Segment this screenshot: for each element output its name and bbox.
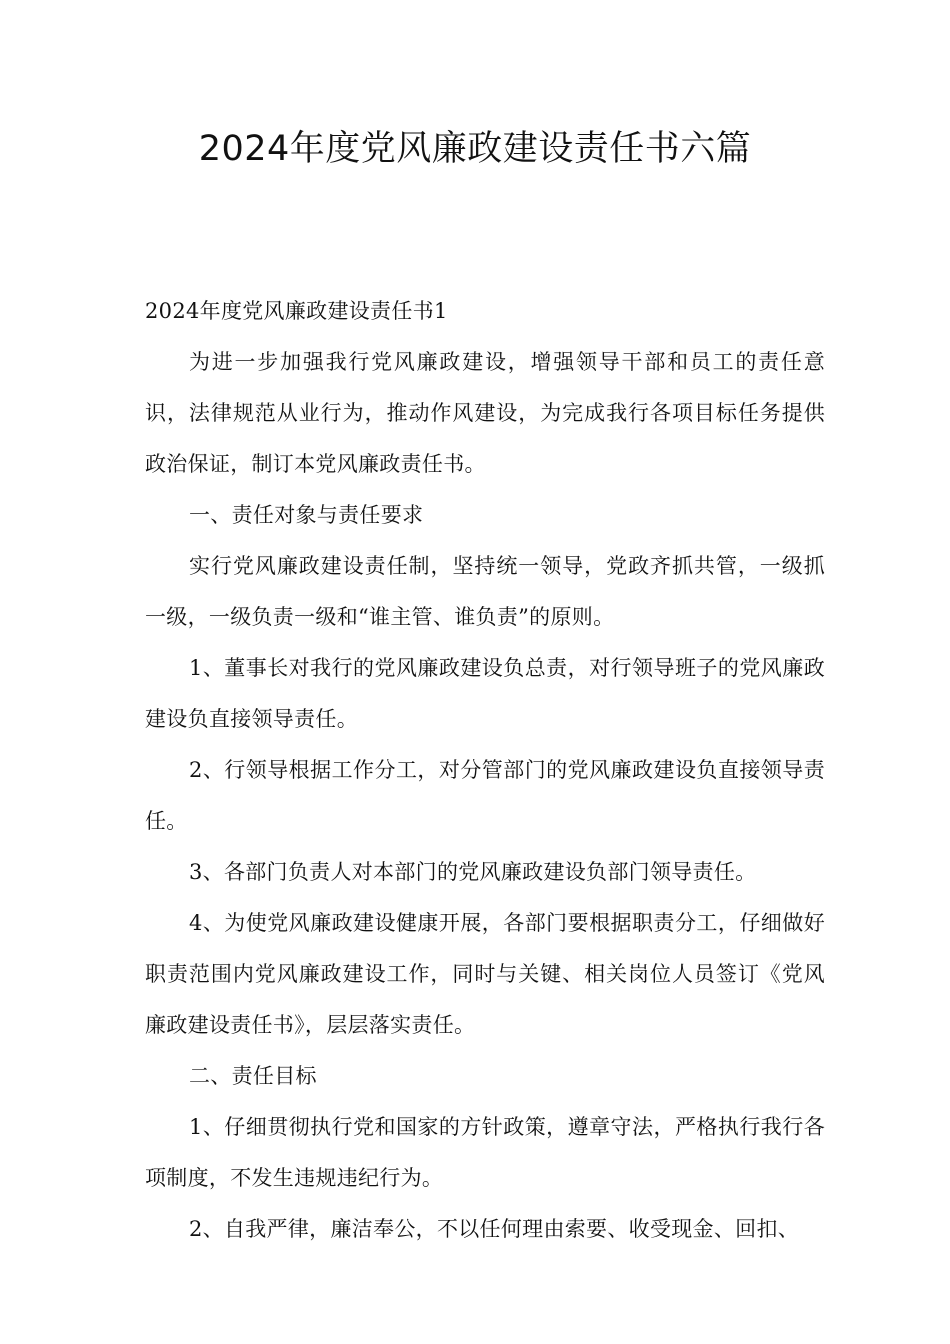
document-title: 2024年度党风廉政建设责任书六篇	[198, 129, 752, 169]
section-subtitle: 2024年度党风廉政建设责任书1	[145, 299, 448, 323]
paragraph-goal-2: 2、自我严律，廉洁奉公，不以任何理由索要、收受现金、回扣、	[189, 1217, 800, 1241]
paragraph-intro: 为进一步加强我行党风廉政建设，增强领导干部和员工的责任意识，法律规范从业行为，推动作风建设，为完成我行各项目标任务提供政治保证，制订本党风廉政责任书。	[145, 350, 825, 476]
paragraph-item-2: 2、行领导根据工作分工，对分管部门的党风廉政建设负直接领导责任。	[145, 758, 825, 833]
paragraph-item-1: 1、董事长对我行的党风廉政建设负总责，对行领导班子的党风廉政建设负直接领导责任。	[145, 656, 825, 731]
section-heading-2: 二、责任目标	[189, 1064, 317, 1088]
paragraph-goal-1: 1、仔细贯彻执行党和国家的方针政策，遵章守法，严格执行我行各项制度，不发生违规违纪行为。	[145, 1115, 825, 1190]
paragraph-item-4: 4、为使党风廉政建设健康开展，各部门要根据职责分工，仔细做好职责范围内党风廉政建设工作，同时与关键、相关岗位人员签订《党风廉政建设责任书》，层层落实责任。	[145, 911, 825, 1037]
paragraph-principle: 实行党风廉政建设责任制，坚持统一领导，党政齐抓共管，一级抓一级，一级负责一级和“谁主管、谁负责”的原则。	[145, 554, 825, 629]
section-heading-1: 一、责任对象与责任要求	[189, 503, 424, 527]
paragraph-item-3: 3、各部门负责人对本部门的党风廉政建设负部门领导责任。	[189, 860, 757, 884]
document-body	[145, 286, 825, 1255]
